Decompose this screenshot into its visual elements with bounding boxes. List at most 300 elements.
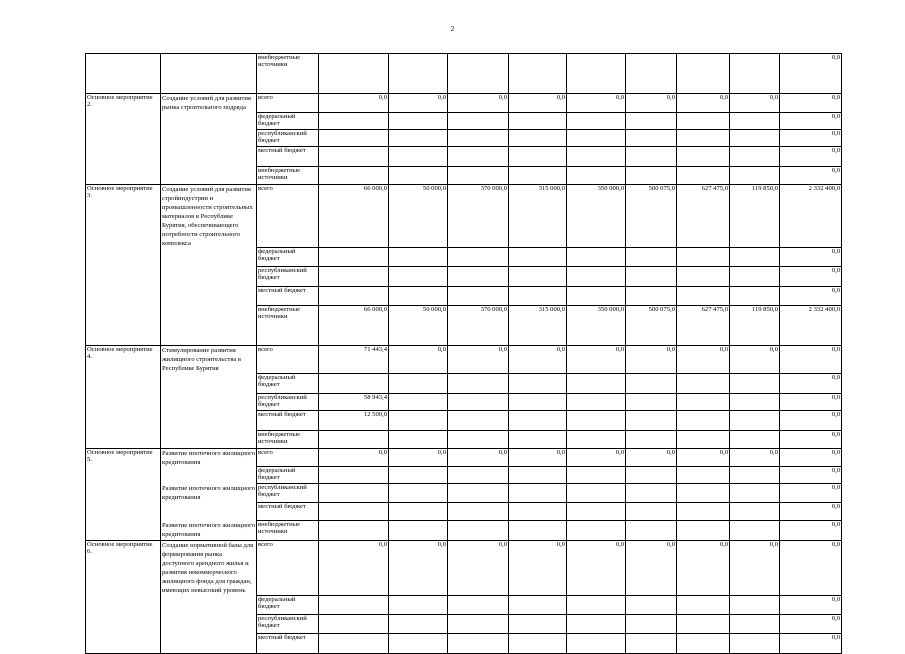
value-cell (677, 54, 730, 94)
value-cell (567, 287, 626, 306)
measure-name-cell (161, 393, 257, 410)
value-cell (319, 633, 389, 653)
value-cell (389, 129, 448, 146)
value-cell (677, 595, 730, 614)
value-cell (626, 521, 677, 541)
value-cell (567, 614, 626, 633)
page-number: 2 (450, 25, 455, 33)
total-cell: 2 332 400,0 (780, 184, 842, 248)
value-cell (677, 521, 730, 541)
value-cell: 0,0 (730, 541, 780, 596)
value-cell (389, 521, 448, 541)
value-cell (626, 633, 677, 653)
value-cell (626, 112, 677, 129)
value-cell (677, 467, 730, 484)
value-cell (567, 410, 626, 430)
value-cell (448, 373, 509, 393)
group-cell (86, 112, 161, 129)
value-cell (626, 467, 677, 484)
value-cell (509, 248, 567, 267)
funding-source-cell: местный бюджет (257, 633, 319, 653)
funding-source-cell: всего (257, 346, 319, 374)
value-cell (626, 146, 677, 166)
measure-name-cell (161, 373, 257, 393)
value-cell (448, 430, 509, 448)
value-cell (389, 614, 448, 633)
value-cell (626, 166, 677, 184)
value-cell (509, 393, 567, 410)
funding-source-cell: всего (257, 94, 319, 113)
value-cell (389, 287, 448, 306)
total-cell: 0,0 (780, 373, 842, 393)
value-cell (677, 503, 730, 521)
group-cell: Основное мероприятие 5. (86, 448, 161, 467)
value-cell (626, 430, 677, 448)
value-cell (448, 467, 509, 484)
value-cell (567, 373, 626, 393)
value-cell: 315 000,0 (509, 184, 567, 248)
value-cell: 66 000,0 (319, 184, 389, 248)
measure-name-cell (161, 112, 257, 129)
total-cell: 0,0 (780, 410, 842, 430)
group-cell (86, 129, 161, 146)
value-cell: 370 000,0 (448, 306, 509, 346)
value-cell (509, 614, 567, 633)
value-cell (730, 393, 780, 410)
value-cell (509, 467, 567, 484)
measure-name-cell: Создание условий для развития рынка строительного подряда (161, 94, 257, 113)
group-cell (86, 166, 161, 184)
value-cell (319, 112, 389, 129)
measure-name-cell: Создание нормативной базы для формирования рынка доступного арендного жилья и развития некоммерческого жилищного фонда для граждан, имеющих невысокий уровень (161, 541, 257, 596)
value-cell (319, 54, 389, 94)
value-cell (730, 595, 780, 614)
value-cell: 50 000,0 (389, 306, 448, 346)
value-cell: 0,0 (509, 541, 567, 596)
value-cell: 0,0 (319, 94, 389, 113)
table-row (86, 287, 842, 306)
value-cell (730, 430, 780, 448)
group-cell (86, 373, 161, 393)
measure-name-cell (161, 267, 257, 287)
table-row (86, 595, 842, 614)
funding-source-cell: всего (257, 448, 319, 467)
value-cell (448, 287, 509, 306)
value-cell (509, 287, 567, 306)
value-cell (319, 129, 389, 146)
value-cell (677, 633, 730, 653)
value-cell (509, 373, 567, 393)
value-cell (389, 430, 448, 448)
value-cell (389, 373, 448, 393)
group-cell (86, 287, 161, 306)
value-cell (730, 484, 780, 503)
value-cell (567, 521, 626, 541)
value-cell (319, 166, 389, 184)
value-cell (389, 410, 448, 430)
funding-source-cell: внебюджетные источники (257, 54, 319, 94)
funding-source-cell: республиканский бюджет (257, 267, 319, 287)
value-cell: 0,0 (677, 448, 730, 467)
value-cell: 370 000,0 (448, 184, 509, 248)
table-row (86, 448, 842, 467)
value-cell: 0,0 (389, 448, 448, 467)
value-cell (730, 410, 780, 430)
group-cell: Основное мероприятие 2. (86, 94, 161, 113)
value-cell (389, 248, 448, 267)
value-cell (389, 54, 448, 94)
value-cell (567, 430, 626, 448)
total-cell: 0,0 (780, 430, 842, 448)
value-cell (567, 112, 626, 129)
group-cell (86, 467, 161, 484)
value-cell (677, 484, 730, 503)
total-cell: 0,0 (780, 287, 842, 306)
value-cell: 0,0 (626, 541, 677, 596)
value-cell: 0,0 (319, 541, 389, 596)
total-cell: 0,0 (780, 521, 842, 541)
value-cell (730, 633, 780, 653)
value-cell (730, 503, 780, 521)
value-cell (567, 146, 626, 166)
value-cell (567, 484, 626, 503)
value-cell (567, 633, 626, 653)
value-cell (509, 129, 567, 146)
measure-name-cell (161, 287, 257, 306)
value-cell: 0,0 (626, 448, 677, 467)
value-cell (389, 393, 448, 410)
value-cell (319, 614, 389, 633)
value-cell (389, 146, 448, 166)
measure-name-cell (161, 430, 257, 448)
value-cell: 0,0 (509, 346, 567, 374)
value-cell (389, 503, 448, 521)
table-row (86, 248, 842, 267)
value-cell (448, 503, 509, 521)
funding-source-cell: республиканский бюджет (257, 484, 319, 503)
value-cell: 500 075,0 (626, 184, 677, 248)
table-row (86, 467, 842, 484)
value-cell: 0,0 (389, 346, 448, 374)
total-cell: 2 332 400,0 (780, 306, 842, 346)
value-cell: 627 475,0 (677, 184, 730, 248)
value-cell (626, 393, 677, 410)
value-cell (626, 484, 677, 503)
total-cell: 0,0 (780, 448, 842, 467)
value-cell: 350 000,0 (567, 184, 626, 248)
value-cell (448, 248, 509, 267)
value-cell (567, 467, 626, 484)
value-cell (626, 248, 677, 267)
value-cell: 0,0 (567, 448, 626, 467)
value-cell (730, 467, 780, 484)
value-cell (626, 503, 677, 521)
table-row (86, 541, 842, 596)
measure-name-cell (161, 248, 257, 267)
value-cell (448, 393, 509, 410)
value-cell (626, 129, 677, 146)
value-cell (677, 393, 730, 410)
value-cell (509, 633, 567, 653)
value-cell (626, 54, 677, 94)
table-row (86, 373, 842, 393)
value-cell (567, 595, 626, 614)
value-cell (389, 595, 448, 614)
value-cell: 119 850,0 (730, 184, 780, 248)
funding-source-cell: республиканский бюджет (257, 129, 319, 146)
value-cell: 50 000,0 (389, 184, 448, 248)
measure-name-cell: Стимулирование развития жилищного строительства в Республике Бурятия (161, 346, 257, 374)
measure-name-cell: Развитие ипотечного жилищного кредитования (162, 484, 256, 501)
value-cell (677, 430, 730, 448)
value-cell (677, 267, 730, 287)
table-row (86, 614, 842, 633)
value-cell (319, 595, 389, 614)
value-cell (509, 112, 567, 129)
group-cell (86, 393, 161, 410)
group-cell: Основное мероприятие 6. (86, 541, 161, 596)
value-cell: 0,0 (509, 448, 567, 467)
value-cell (319, 267, 389, 287)
total-cell: 0,0 (780, 614, 842, 633)
total-cell: 0,0 (780, 541, 842, 596)
value-cell (567, 393, 626, 410)
value-cell (509, 484, 567, 503)
funding-source-cell: федеральный бюджет (257, 112, 319, 129)
total-cell: 0,0 (780, 166, 842, 184)
value-cell: 0,0 (626, 346, 677, 374)
table-row (86, 521, 842, 541)
funding-source-cell: местный бюджет (257, 146, 319, 166)
total-cell: 0,0 (780, 94, 842, 113)
value-cell (319, 467, 389, 484)
funding-source-cell: внебюджетные источники (257, 166, 319, 184)
funding-source-cell: федеральный бюджет (257, 467, 319, 484)
table-row (86, 94, 842, 113)
table-row (86, 166, 842, 184)
value-cell (389, 267, 448, 287)
value-cell (677, 373, 730, 393)
group-cell (86, 614, 161, 633)
value-cell (319, 484, 389, 503)
group-cell (86, 503, 161, 521)
funding-source-cell: федеральный бюджет (257, 373, 319, 393)
group-cell (86, 267, 161, 287)
total-cell: 0,0 (780, 633, 842, 653)
group-cell (86, 248, 161, 267)
value-cell (389, 633, 448, 653)
value-cell (448, 521, 509, 541)
value-cell: 0,0 (448, 448, 509, 467)
value-cell: 0,0 (448, 94, 509, 113)
total-cell: 0,0 (780, 595, 842, 614)
value-cell (448, 595, 509, 614)
value-cell: 119 850,0 (730, 306, 780, 346)
value-cell (448, 614, 509, 633)
value-cell (509, 521, 567, 541)
value-cell (677, 166, 730, 184)
total-cell: 0,0 (780, 484, 842, 503)
group-cell (86, 146, 161, 166)
measure-name-cell (161, 410, 257, 430)
group-cell (86, 484, 161, 503)
total-cell: 0,0 (780, 248, 842, 267)
value-cell (509, 267, 567, 287)
value-cell (730, 248, 780, 267)
funding-source-cell: внебюджетные источники (257, 521, 319, 541)
value-cell (509, 503, 567, 521)
value-cell (730, 112, 780, 129)
value-cell (730, 146, 780, 166)
value-cell (448, 410, 509, 430)
table-row (86, 54, 842, 94)
value-cell: 71 443,4 (319, 346, 389, 374)
value-cell: 0,0 (567, 346, 626, 374)
value-cell (448, 267, 509, 287)
value-cell: 0,0 (730, 346, 780, 374)
group-cell (86, 521, 161, 541)
measure-name-cell (161, 166, 257, 184)
value-cell (448, 484, 509, 503)
value-cell: 627 475,0 (677, 306, 730, 346)
total-cell: 0,0 (780, 503, 842, 521)
value-cell (626, 267, 677, 287)
funding-source-cell: всего (257, 184, 319, 248)
group-cell (86, 54, 161, 94)
value-cell (567, 54, 626, 94)
value-cell: 0,0 (730, 448, 780, 467)
value-cell (677, 146, 730, 166)
value-cell: 0,0 (448, 541, 509, 596)
total-cell: 0,0 (780, 467, 842, 484)
total-cell: 0,0 (780, 129, 842, 146)
value-cell (567, 129, 626, 146)
value-cell (448, 112, 509, 129)
value-cell (319, 373, 389, 393)
table-row (86, 129, 842, 146)
measure-name-cell (161, 503, 257, 521)
value-cell (509, 146, 567, 166)
value-cell: 0,0 (677, 541, 730, 596)
value-cell (626, 373, 677, 393)
value-cell (677, 410, 730, 430)
value-cell (730, 287, 780, 306)
value-cell: 0,0 (448, 346, 509, 374)
value-cell: 0,0 (389, 94, 448, 113)
value-cell (730, 54, 780, 94)
value-cell (389, 166, 448, 184)
value-cell (448, 146, 509, 166)
funding-source-cell: всего (257, 541, 319, 596)
value-cell (567, 166, 626, 184)
value-cell (677, 112, 730, 129)
measure-name-cell: Создание условий для развития стройиндустрии и промышленности строительных материалов в Республике Бурятия, обеспечивающего потребности строительного комплекса (161, 184, 257, 248)
value-cell (626, 595, 677, 614)
value-cell: 0,0 (730, 94, 780, 113)
funding-source-cell: местный бюджет (257, 287, 319, 306)
value-cell (509, 595, 567, 614)
funding-source-cell: местный бюджет (257, 410, 319, 430)
value-cell (730, 373, 780, 393)
table-row (86, 393, 842, 410)
table-row (86, 346, 842, 374)
table-row (86, 430, 842, 448)
total-cell: 0,0 (780, 112, 842, 129)
value-cell (509, 166, 567, 184)
measure-name-cell (161, 129, 257, 146)
table-row (86, 410, 842, 430)
table-row (86, 306, 842, 346)
value-cell (626, 287, 677, 306)
group-cell (86, 633, 161, 653)
group-cell (86, 306, 161, 346)
table-row (86, 633, 842, 653)
value-cell: 500 075,0 (626, 306, 677, 346)
value-cell: 58 943,4 (319, 393, 389, 410)
table-row (86, 112, 842, 129)
funding-source-cell: федеральный бюджет (257, 248, 319, 267)
value-cell (567, 248, 626, 267)
value-cell (389, 484, 448, 503)
value-cell: 0,0 (677, 94, 730, 113)
value-cell (319, 521, 389, 541)
value-cell (509, 54, 567, 94)
value-cell (567, 503, 626, 521)
table-row (86, 267, 842, 287)
value-cell (448, 54, 509, 94)
group-cell (86, 430, 161, 448)
funding-source-cell: местный бюджет (257, 503, 319, 521)
value-cell: 0,0 (567, 94, 626, 113)
value-cell: 0,0 (626, 94, 677, 113)
measure-name-cell (161, 467, 257, 484)
funding-source-cell: республиканский бюджет (257, 614, 319, 633)
value-cell: 350 000,0 (567, 306, 626, 346)
group-cell (86, 595, 161, 614)
funding-source-cell: внебюджетные источники (257, 430, 319, 448)
measure-name-cell (161, 633, 257, 653)
measure-name-cell: Развитие ипотечного жилищного кредитования (161, 521, 257, 541)
value-cell (389, 112, 448, 129)
budget-table (85, 53, 842, 654)
value-cell (319, 287, 389, 306)
value-cell (448, 633, 509, 653)
group-cell (86, 410, 161, 430)
value-cell (730, 614, 780, 633)
total-cell: 0,0 (780, 393, 842, 410)
value-cell (509, 410, 567, 430)
value-cell (319, 248, 389, 267)
table-row (86, 484, 842, 503)
measure-name-cell (161, 614, 257, 633)
value-cell (730, 129, 780, 146)
value-cell (389, 467, 448, 484)
measure-name-cell: Развитие ипотечного жилищного кредитования (162, 449, 256, 466)
value-cell (448, 166, 509, 184)
value-cell (730, 166, 780, 184)
value-cell: 66 000,0 (319, 306, 389, 346)
value-cell (730, 267, 780, 287)
value-cell (319, 146, 389, 166)
value-cell: 0,0 (509, 94, 567, 113)
group-cell: Основное мероприятие 4. (86, 346, 161, 374)
measure-name-cell (161, 54, 257, 94)
group-cell: Основное мероприятие 3. (86, 184, 161, 248)
value-cell (509, 430, 567, 448)
value-cell (626, 614, 677, 633)
funding-source-cell: федеральный бюджет (257, 595, 319, 614)
table-row (86, 184, 842, 248)
